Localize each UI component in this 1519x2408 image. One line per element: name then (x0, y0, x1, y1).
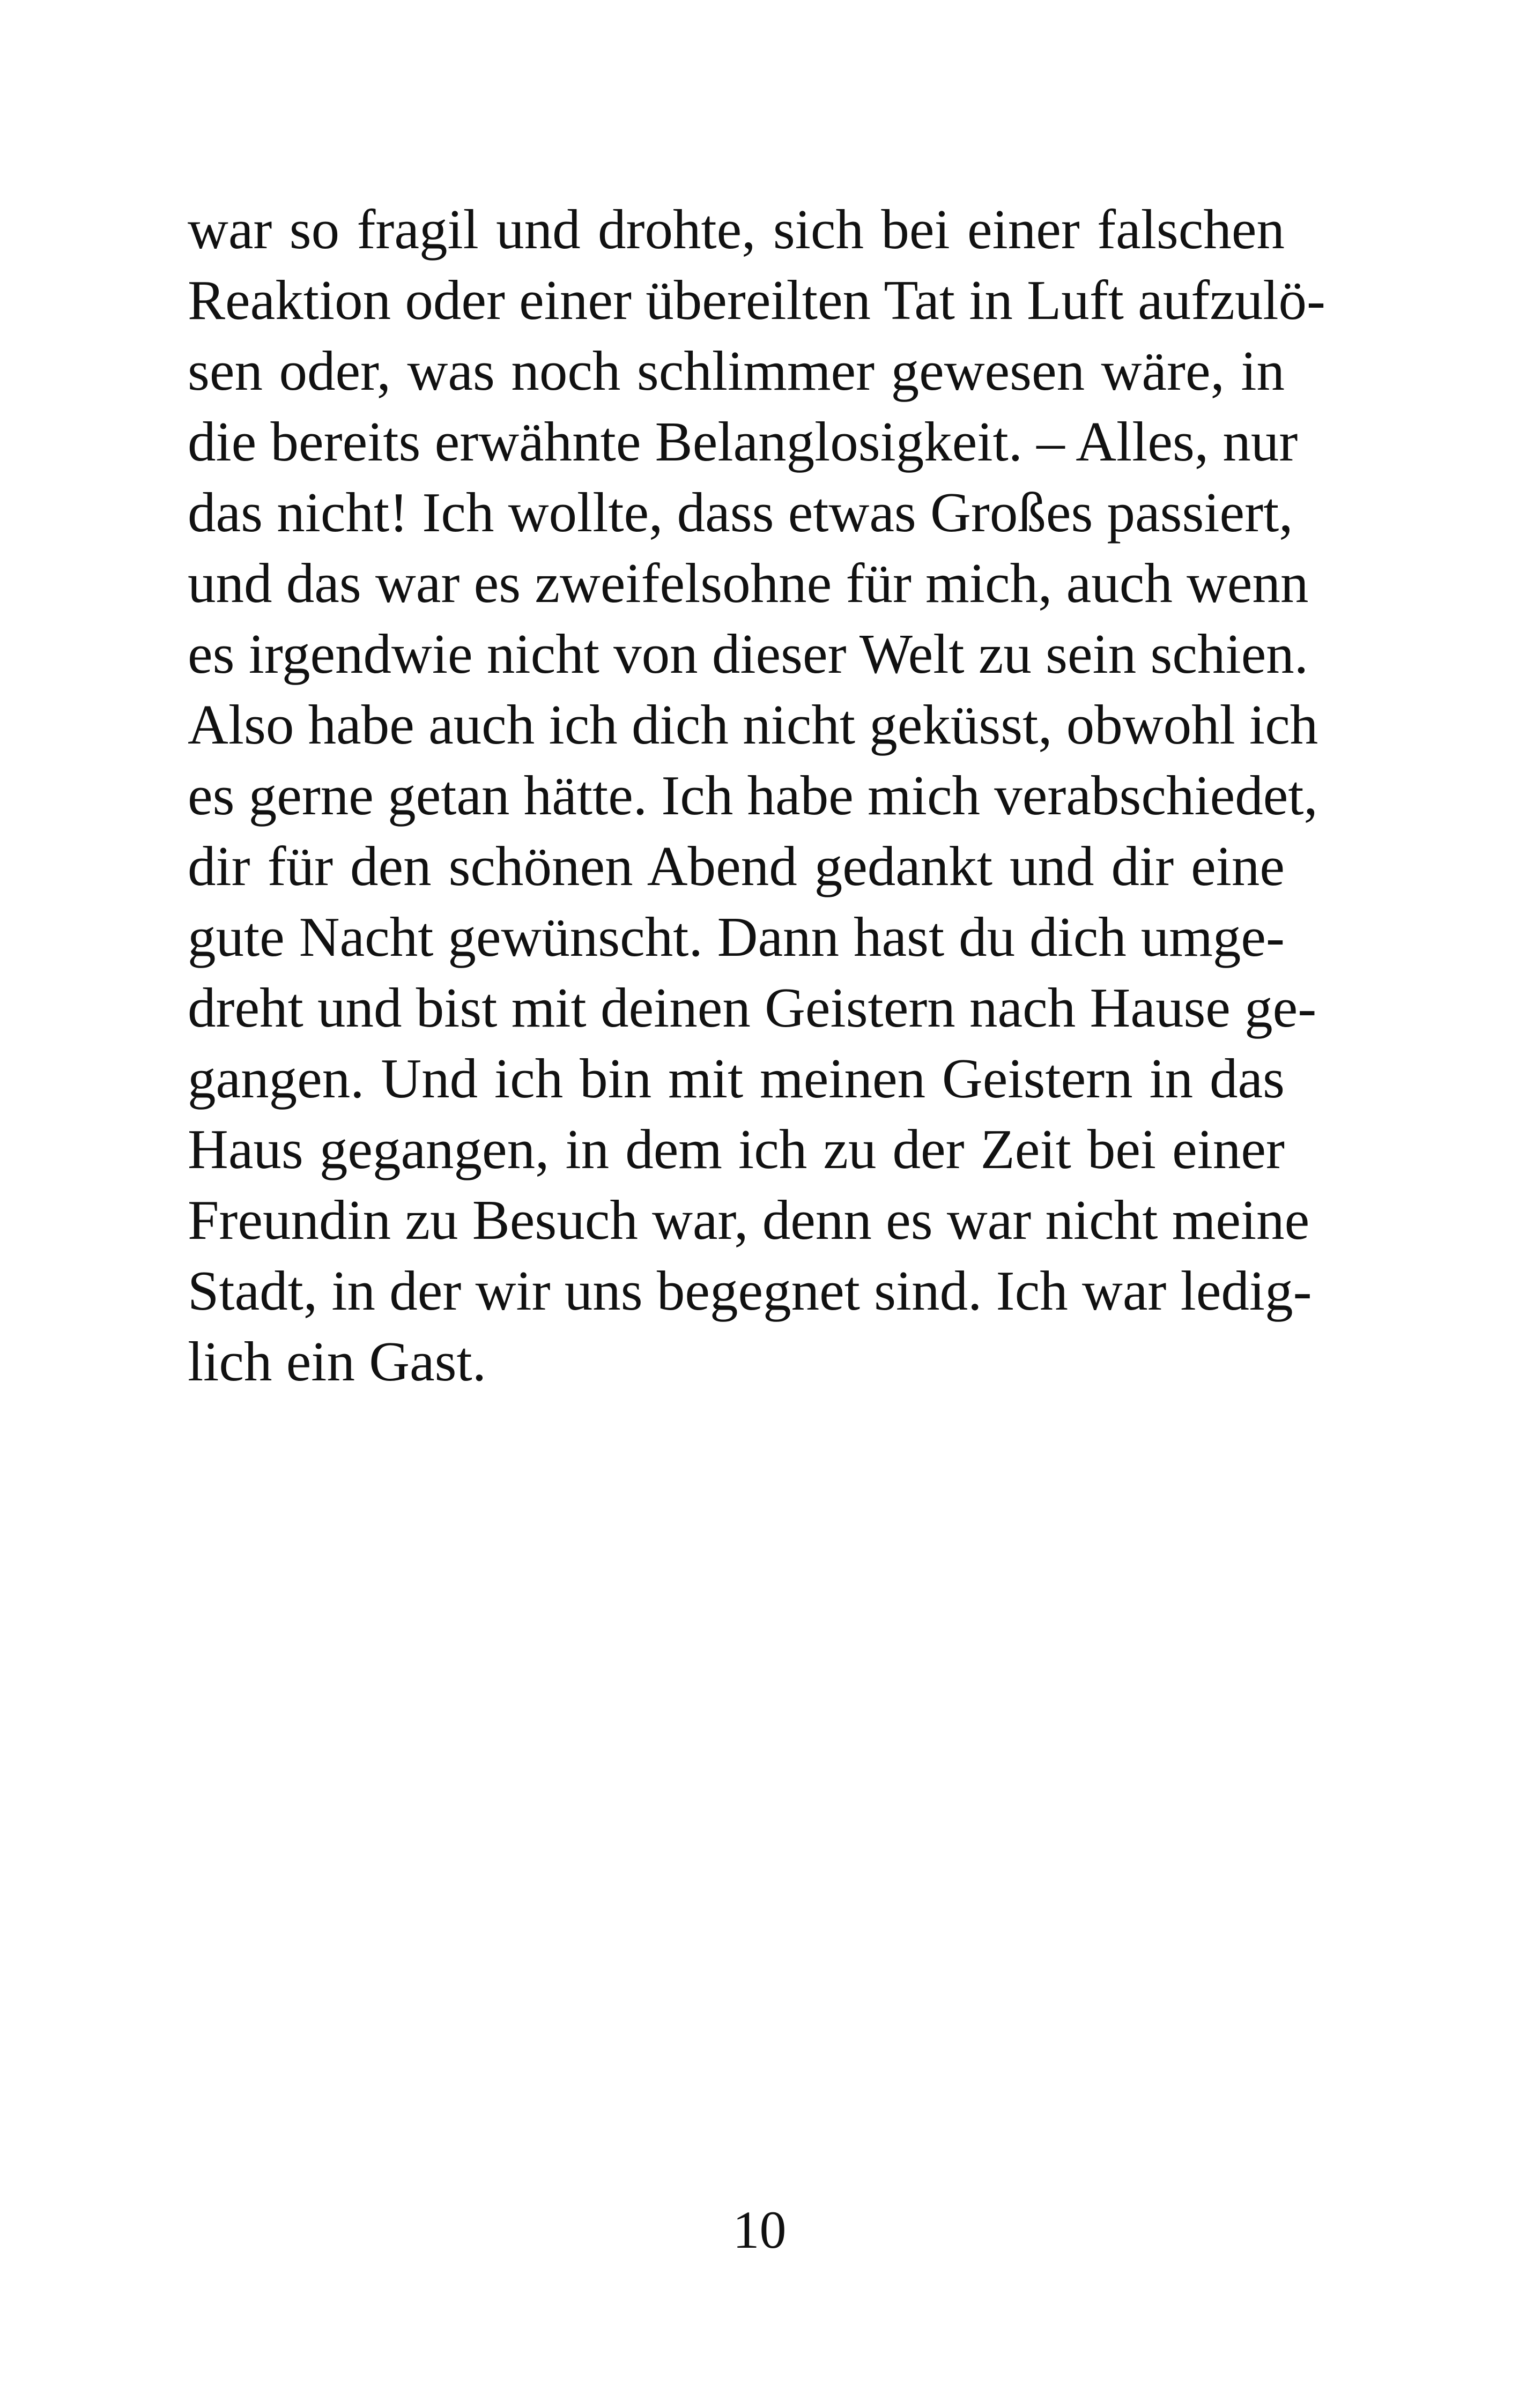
text-line: gute Nacht gewünscht. Dann hast du dich umge- (188, 905, 1285, 968)
text-line: und das war es zweifelsohne für mich, auch wenn (188, 552, 1309, 614)
text-line: es irgendwie nicht von dieser Welt zu sein schien. (188, 622, 1309, 685)
text-line: das nicht! Ich wollte, dass etwas Großes passiert, (188, 481, 1293, 544)
body-text (188, 194, 1325, 1397)
page-number: 10 (732, 2200, 787, 2260)
text-line: es gerne getan hätte. Ich habe mich verabschiedet, (188, 764, 1318, 827)
text-line: war so fragil und drohte, sich bei einer falschen (188, 198, 1285, 261)
text-line: die bereits erwähnte Belanglosigkeit. – Alles, nur (188, 410, 1298, 473)
text-line: gangen. Und ich bin mit meinen Geistern in das (188, 1047, 1285, 1110)
text-line: dreht und bist mit deinen Geistern nach Hause ge- (188, 976, 1317, 1039)
text-line: Also habe auch ich dich nicht geküsst, obwohl ich (188, 693, 1318, 756)
text-line: Stadt, in der wir uns begegnet sind. Ich war ledig- (188, 1259, 1312, 1322)
text-line: Haus gegangen, in dem ich zu der Zeit bei einer (188, 1118, 1285, 1180)
text-line: lich ein Gast. (188, 1330, 486, 1393)
text-line: sen oder, was noch schlimmer gewesen wäre, in (188, 339, 1285, 402)
text-line: Freundin zu Besuch war, denn es war nicht meine (188, 1188, 1310, 1251)
text-line: Reaktion oder einer übereilten Tat in Luft aufzulö- (188, 269, 1325, 331)
text-line: dir für den schönen Abend gedankt und dir eine (188, 835, 1285, 897)
